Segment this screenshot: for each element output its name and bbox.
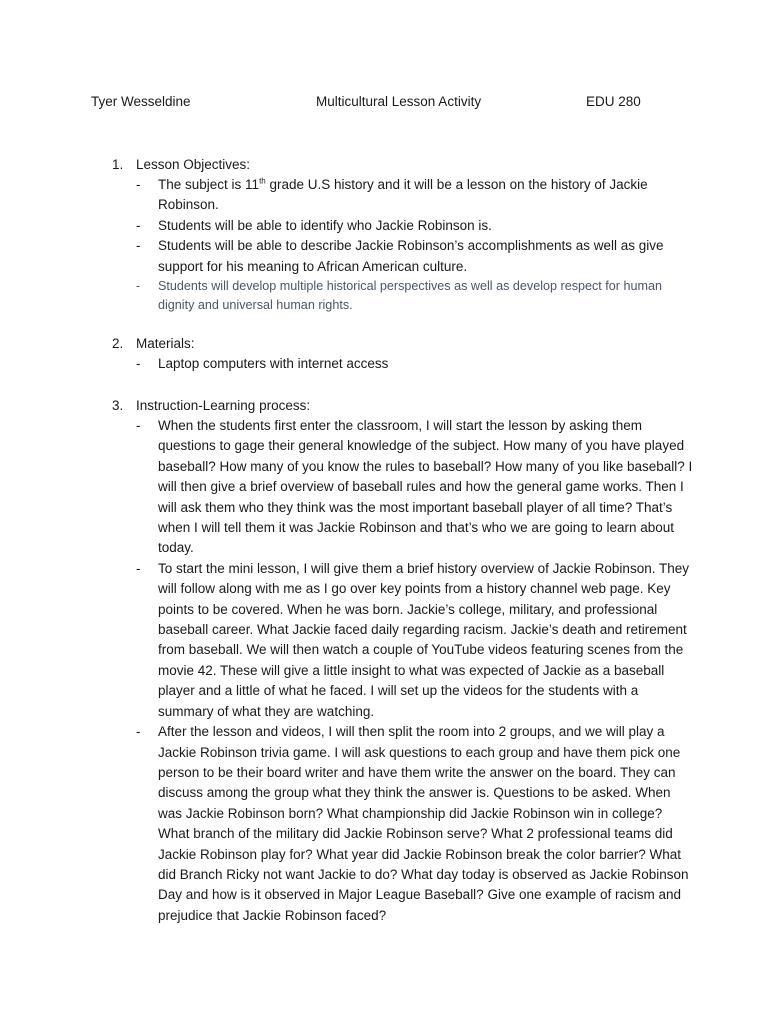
list-item: - When the students first enter the classroom, I will start the lesson by asking them questions to gage their general knowledge of the subject. How many of you have played baseball? How many of you know the rules to baseball? How many of you like baseball? I will then give a brief overview of baseball rules and how the general game works. Then I will ask them who they think was the most important baseball player of all time? That’s when I will tell them it was Jackie Robinson and that’s who we are going to learn about today. — [136, 418, 693, 556]
section-number: 3. — [112, 398, 124, 413]
section-title: Lesson Objectives: — [136, 157, 251, 172]
course-code: EDU 280 — [586, 94, 641, 109]
list-item: - Laptop computers with internet access — [136, 356, 389, 371]
list-item: - To start the mini lesson, I will give them a brief history overview of Jackie Robinson. They will follow along with me as I go over key points from a history channel web page. Key points to be covered. When he was born. Jackie’s college, military, and professional baseball career. What Jackie faced daily regarding racism. Jackie’s death and retirement from baseball. We will then watch a couple of YouTube videos featuring scenes from the movie 42. These will give a little insight to what was expected of Jackie as a baseball player and a little of what he faced. I will set up the videos for the students with a summary of what they are watching. — [136, 560, 689, 719]
list-item: - Students will be able to identify who Jackie Robinson is. — [136, 217, 492, 233]
section-number: 1. — [112, 157, 124, 172]
list-item: - Students will be able to describe Jackie Robinson’s accomplishments as well as give support for his meaning to African American culture. — [136, 238, 664, 274]
list-item: - The subject is 11th grade U.S history and it will be a lesson on the history of Jackie Robinson. — [136, 176, 648, 213]
list-item: - After the lesson and videos, I will then split the room into 2 groups, and we will play a Jackie Robinson trivia game. I will ask questions to each group and have them pick one person to be their board writer and have them write the answer on the board. They can discuss among the group what they think the answer is. Questions to be asked. When was Jackie Robinson born? What championship did Jackie Robinson win in college? What branch of the military did Jackie Robinson serve? What 2 professional teams did Jackie Robinson play for? What year did Jackie Robinson break the color barrier? What did Branch Ricky not want Jackie to do? What day today is observed as Jackie Robinson Day and how is it observed in Major League Baseball? Give one example of racism and prejudice that Jackie Robinson faced? — [136, 724, 689, 923]
document-header — [0, 94, 768, 114]
section-number: 2. — [112, 336, 124, 351]
author-name: Tyer Wesseldine — [91, 94, 191, 109]
section-title: Instruction-Learning process: — [136, 398, 311, 413]
document-title: Multicultural Lesson Activity — [316, 94, 482, 109]
list-item: - Students will develop multiple historical perspectives as well as develop respect for human dignity and universal human rights. — [136, 279, 663, 313]
bullet-list — [136, 416, 696, 926]
bullet-list — [136, 175, 696, 315]
bullet-list — [136, 354, 696, 374]
section-title: Materials: — [136, 336, 195, 351]
